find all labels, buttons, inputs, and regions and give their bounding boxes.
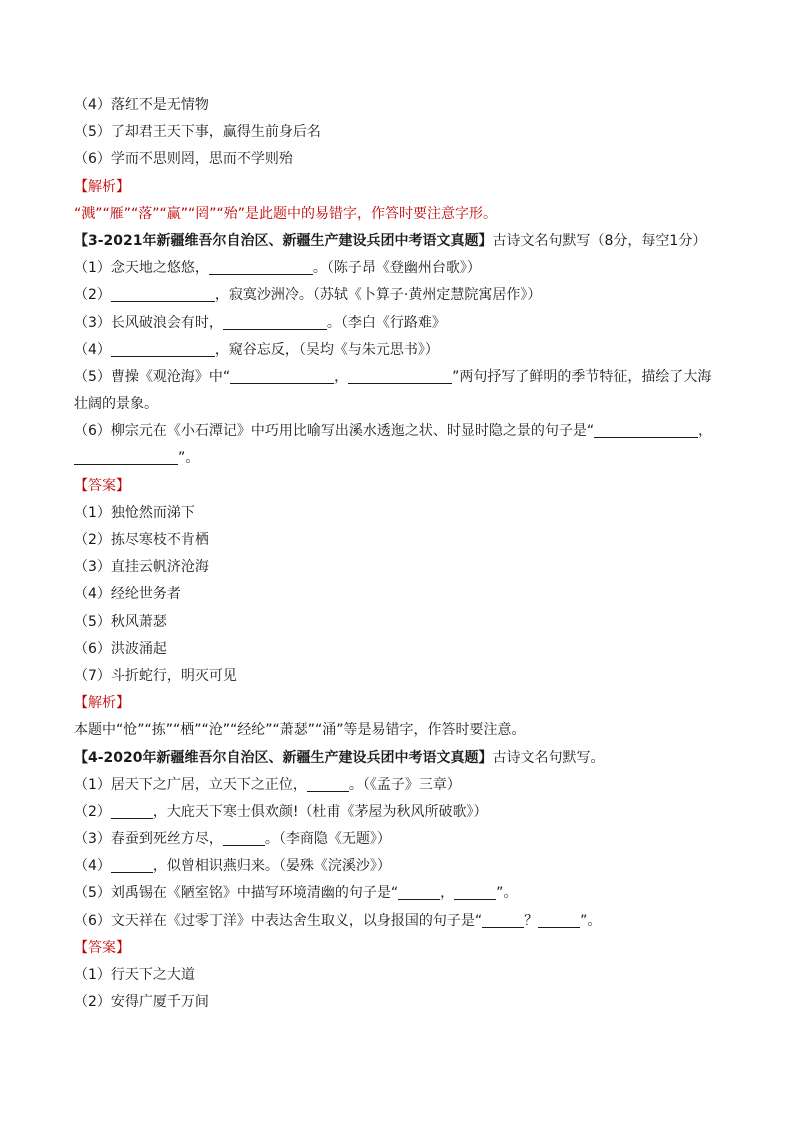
item-text: ”。 — [178, 450, 200, 467]
answer-line: （2）拣尽寒枝不肯栖 — [74, 532, 209, 548]
item-text: （5）刘禹锡在《陋室铭》中描写环境清幽的句子是“ — [74, 885, 399, 902]
item-text: 。（陈子昂《登幽州台歌》） — [312, 260, 481, 277]
question-item — [74, 853, 724, 880]
fill-blank[interactable] — [348, 368, 452, 384]
fill-blank[interactable] — [230, 368, 334, 384]
fill-blank[interactable] — [223, 830, 265, 846]
item-text: （4） — [74, 341, 111, 358]
item-text: （1）居天下之广居，立天下之正位， — [74, 776, 307, 793]
question-title — [74, 228, 724, 255]
question-item-continued: 壮阔的景象。 — [74, 396, 158, 413]
answer-line: （5）秋风萧瑟 — [74, 613, 167, 630]
fill-blank[interactable] — [538, 912, 580, 928]
item-text: （3）长风破浪会有时， — [74, 314, 223, 331]
analysis-label: 【解析】 — [74, 178, 130, 195]
item-text: （5）曹操《观沧海》中“ — [74, 368, 231, 385]
answer-label: 【答案】 — [74, 939, 130, 956]
answer-line: （1）独怆然而涕下 — [74, 504, 195, 521]
question-item — [74, 364, 724, 391]
answer-line: （6）学而不思则罔，思而不学则殆 — [74, 151, 293, 168]
fill-blank[interactable] — [111, 857, 153, 873]
fill-blank[interactable] — [223, 314, 327, 330]
document-page — [74, 92, 724, 1016]
item-text: ”。 — [580, 912, 602, 929]
fill-blank[interactable] — [74, 449, 178, 465]
analysis-text: “溅”“雁”“落”“赢”“罔”“殆”是此题中的易错字，作答时要注意字形。 — [74, 205, 498, 222]
item-text: ， — [440, 885, 455, 902]
fill-blank[interactable] — [398, 884, 440, 900]
answer-line: （2）安得广厦千万间 — [74, 994, 209, 1011]
item-text: （1）念天地之悠悠， — [74, 260, 209, 277]
question-item — [74, 418, 724, 445]
fill-blank[interactable] — [454, 884, 496, 900]
question-instruction: 古诗文名句默写（8分，每空1分） — [492, 232, 707, 249]
item-text: ，寂寞沙洲冷。（苏轼《卜算子·黄州定慧院寓居作》） — [214, 287, 542, 304]
question-item — [74, 826, 724, 853]
question-title — [74, 745, 724, 772]
item-text: 。（李白《行路难》 — [326, 314, 446, 331]
answer-label: 【答案】 — [74, 477, 130, 494]
answer-line: （1）行天下之大道 — [74, 967, 195, 983]
item-text: ，似曾相识燕归来。（晏殊《浣溪沙》） — [152, 858, 391, 875]
question-item — [74, 908, 724, 935]
fill-blank[interactable] — [111, 286, 215, 302]
item-text: 。（李商隐《无题》） — [264, 831, 391, 848]
item-text: ， — [334, 368, 349, 385]
answer-line: （5）了却君王天下事，赢得生前身后名 — [74, 124, 321, 141]
analysis-label: 【解析】 — [74, 695, 130, 712]
item-text: ？ — [524, 912, 539, 929]
answer-line: （6）洪波涌起 — [74, 640, 167, 657]
item-text: ，窥谷忘反，（吴均《与朱元思书》） — [214, 341, 439, 358]
fill-blank[interactable] — [482, 912, 524, 928]
item-text: （6）柳宗元在《小石潭记》中巧用比喻写出溪水透迤之状、时显时隐之景的句子是“ — [74, 423, 595, 440]
item-text: （4） — [74, 858, 111, 875]
fill-blank[interactable] — [594, 422, 698, 438]
question-item — [74, 772, 724, 799]
item-text: （2） — [74, 287, 111, 304]
item-text: ”。 — [496, 885, 518, 902]
item-text: 。（《孟子》三章） — [348, 776, 461, 793]
analysis-text: 本题中“怆”“拣”“栖”“沧”“经纶”“萧瑟”“涌”等是易错字，作答时要注意。 — [74, 722, 526, 739]
fill-blank[interactable] — [111, 341, 215, 357]
question-item — [74, 310, 724, 337]
question-source: 【3-2021年新疆维吾尔自治区、新疆生产建设兵团中考语文真题】 — [74, 232, 493, 249]
question-item — [74, 880, 724, 907]
item-text: （3）春蚕到死丝方尽， — [74, 831, 223, 848]
answer-line: （3）直挂云帆济沧海 — [74, 559, 209, 576]
fill-blank[interactable] — [111, 803, 153, 819]
question-item — [74, 282, 724, 309]
answer-line: （4）落红不是无情物 — [74, 97, 209, 113]
fill-blank[interactable] — [209, 259, 313, 275]
question-source: 【4-2020年新疆维吾尔自治区、新疆生产建设兵团中考语文真题】 — [74, 749, 493, 766]
item-text: ， — [698, 423, 713, 440]
answer-line: （4）经纶世务者 — [74, 586, 181, 603]
answer-line: （7）斗折蛇行，明灭可见 — [74, 667, 237, 684]
question-item-continued — [74, 445, 724, 472]
question-item — [74, 255, 724, 282]
question-item — [74, 799, 724, 826]
item-text: ”两句抒写了鲜明的季节特征，描绘了大海 — [452, 368, 712, 385]
fill-blank[interactable] — [307, 776, 349, 792]
item-text: （6）文天祥在《过零丁洋》中表达舍生取义，以身报国的句子是“ — [74, 912, 483, 929]
question-instruction: 古诗文名句默写。 — [492, 749, 605, 766]
question-item — [74, 337, 724, 364]
item-text: ，大庇天下寒士俱欢颜!（杜甫《茅屋为秋风所破歌》） — [152, 803, 488, 820]
item-text: （2） — [74, 803, 111, 820]
